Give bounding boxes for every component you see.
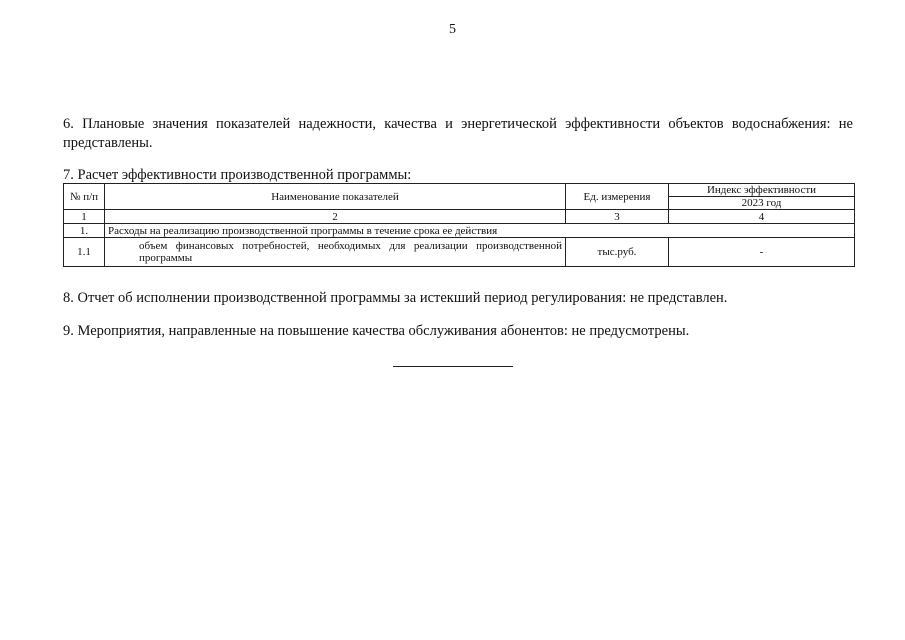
item-row-value: - <box>669 238 855 267</box>
section-9-paragraph: 9. Мероприятия, направленные на повышение качества обслуживания абонентов: не предусмотрены. <box>63 323 690 339</box>
column-number-2: 2 <box>105 210 566 224</box>
table-header-row <box>64 184 855 197</box>
table-row <box>64 238 855 267</box>
efficiency-table <box>63 183 855 267</box>
item-row-name: объем финансовых потребностей, необходимых для реализации производственной программы <box>105 238 566 267</box>
section-row-title: Расходы на реализацию производственной программы в течение срока ее действия <box>105 224 855 238</box>
column-number-1: 1 <box>64 210 105 224</box>
item-row-num: 1.1 <box>64 238 105 267</box>
closing-rule <box>393 366 513 367</box>
header-num: № п/п <box>64 184 105 210</box>
column-number-4: 4 <box>669 210 855 224</box>
header-index: Индекс эффективности <box>669 184 855 197</box>
header-year: 2023 год <box>669 197 855 210</box>
table-column-numbers-row <box>64 210 855 224</box>
page-number: 5 <box>449 22 456 37</box>
header-name: Наименование показателей <box>105 184 566 210</box>
section-8-paragraph: 8. Отчет об исполнении производственной программы за истекший период регулирования: не представлен. <box>63 290 728 306</box>
header-unit: Ед. измерения <box>566 184 669 210</box>
item-row-unit: тыс.руб. <box>566 238 669 267</box>
column-number-3: 3 <box>566 210 669 224</box>
section-6-paragraph: 6. Плановые значения показателей надежности, качества и энергетической эффективности объектов водоснабжения: не представлены. <box>63 116 853 151</box>
section-7-heading: 7. Расчет эффективности производственной программы: <box>63 167 412 183</box>
table-row <box>64 224 855 238</box>
section-row-num: 1. <box>64 224 105 238</box>
